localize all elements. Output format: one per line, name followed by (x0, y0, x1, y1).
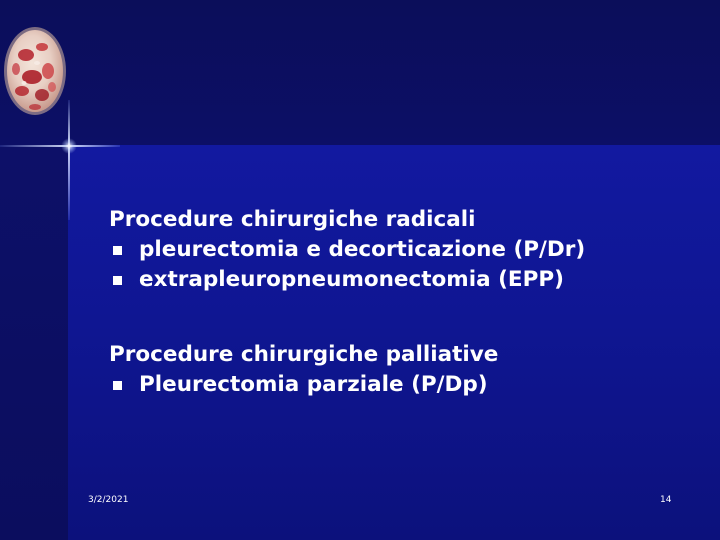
list-item-text: pleurectomia e decorticazione (P/Dr) (139, 237, 586, 262)
specimen-logo-image (2, 25, 68, 117)
vertical-accent-line (68, 100, 70, 220)
square-bullet-icon (113, 381, 122, 390)
section-spacer (109, 295, 699, 340)
square-bullet-icon (113, 246, 122, 255)
slide-body (109, 205, 699, 400)
section-heading-radicali: Procedure chirurgiche radicali (109, 207, 476, 232)
footer-date: 3/2/2021 (88, 495, 129, 505)
square-bullet-icon (113, 276, 122, 285)
section-heading-palliative: Procedure chirurgiche palliative (109, 342, 499, 367)
list-item (109, 370, 699, 400)
sparkle-icon (61, 138, 77, 154)
header-band (0, 0, 720, 145)
left-margin-band (0, 145, 68, 540)
list-item (109, 235, 699, 265)
list-item-text: extrapleuropneumonectomia (EPP) (139, 267, 564, 292)
list-item-text: Pleurectomia parziale (P/Dp) (139, 372, 488, 397)
footer-page-number: 14 (660, 495, 672, 505)
list-item (109, 265, 699, 295)
horizontal-accent-line (0, 145, 120, 147)
